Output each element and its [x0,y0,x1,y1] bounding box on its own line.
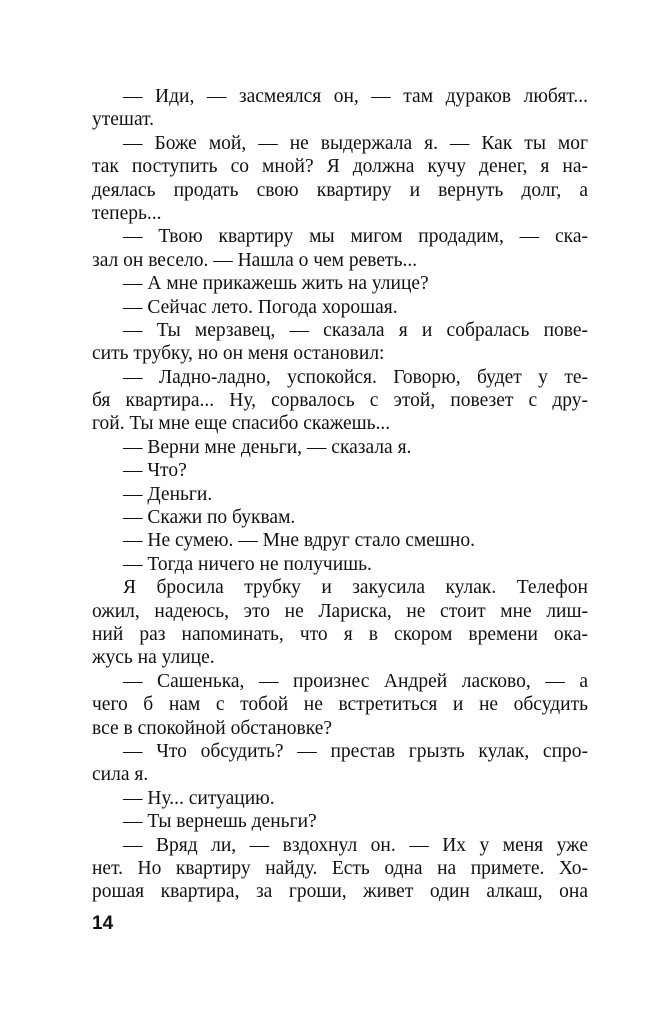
text-line: — Ладно-ладно, успокойся. Говорю, будет у те- [123,366,588,388]
text-line: Я бросила трубку и закусила кулак. Телефон [123,577,588,599]
text-line: — Твою квартиру мы мигом продадим, — ска- [123,226,588,248]
text-line: — Скажи по буквам. [123,507,296,529]
text-line: — Не сумею. — Мне вдруг стало смешно. [123,530,475,552]
text-line: теперь... [92,202,162,224]
text-line: ний раз напоминать, что я в скором времени ока- [92,623,588,645]
text-line: — Верни мне деньги, — сказала я. [123,436,412,458]
text-line: — Деньги. [123,483,213,505]
text-line: — Вряд ли, — вздохнул он. — Их у меня уже [123,834,588,856]
text-line: сить трубку, но он меня остановил: [92,343,385,365]
text-line: чего б нам с тобой не встретиться и не обсудить [92,694,588,716]
text-line: сила я. [92,764,149,786]
text-line: зал он весело. — Нашла о чем реветь... [92,249,418,271]
text-line: — Ну... ситуацию. [123,787,275,809]
text-line: так поступить со мной? Я должна кучу денег, я на- [92,156,588,178]
text-line: все в спокойной обстановке? [92,717,333,739]
text-line: — Боже мой, — не выдержала я. — Как ты мог [123,132,588,154]
text-line: гой. Ты мне еще спасибо скажешь... [92,413,391,435]
text-line: — Сейчас лето. Погода хорошая. [123,296,398,318]
text-line: — Что? [123,460,187,482]
text-line: жусь на улице. [92,647,215,669]
text-line: ожил, надеюсь, это не Лариска, не стоит мне лиш- [92,600,588,622]
text-line: — Ты мерзавец, — сказала я и собралась пове- [123,319,588,341]
text-line: нет. Но квартиру найду. Есть одна на примете. Хо- [92,857,588,879]
text-line: — Иди, — засмеялся он, — там дураков любят... [123,86,588,107]
body-text [92,85,588,904]
page-number: 14 [92,913,114,934]
text-line: деялась продать свою квартиру и вернуть долг, а [92,179,588,201]
text-line: — Сашенька, — произнес Андрей ласково, — а [123,670,588,692]
text-line: бя квартира... Ну, сорвалось с этой, повезет с дру- [92,390,588,412]
text-line: — Тогда ничего не получишь. [123,553,372,575]
text-line: — Что обсудить? — престав грызть кулак, спро- [123,740,588,762]
text-line: — Ты вернешь деньги? [123,811,317,833]
text-line: утешат. [92,109,155,131]
text-line: рошая квартира, за гроши, живет один алкаш, она [92,881,588,903]
text-line: — А мне прикажешь жить на улице? [123,273,429,295]
